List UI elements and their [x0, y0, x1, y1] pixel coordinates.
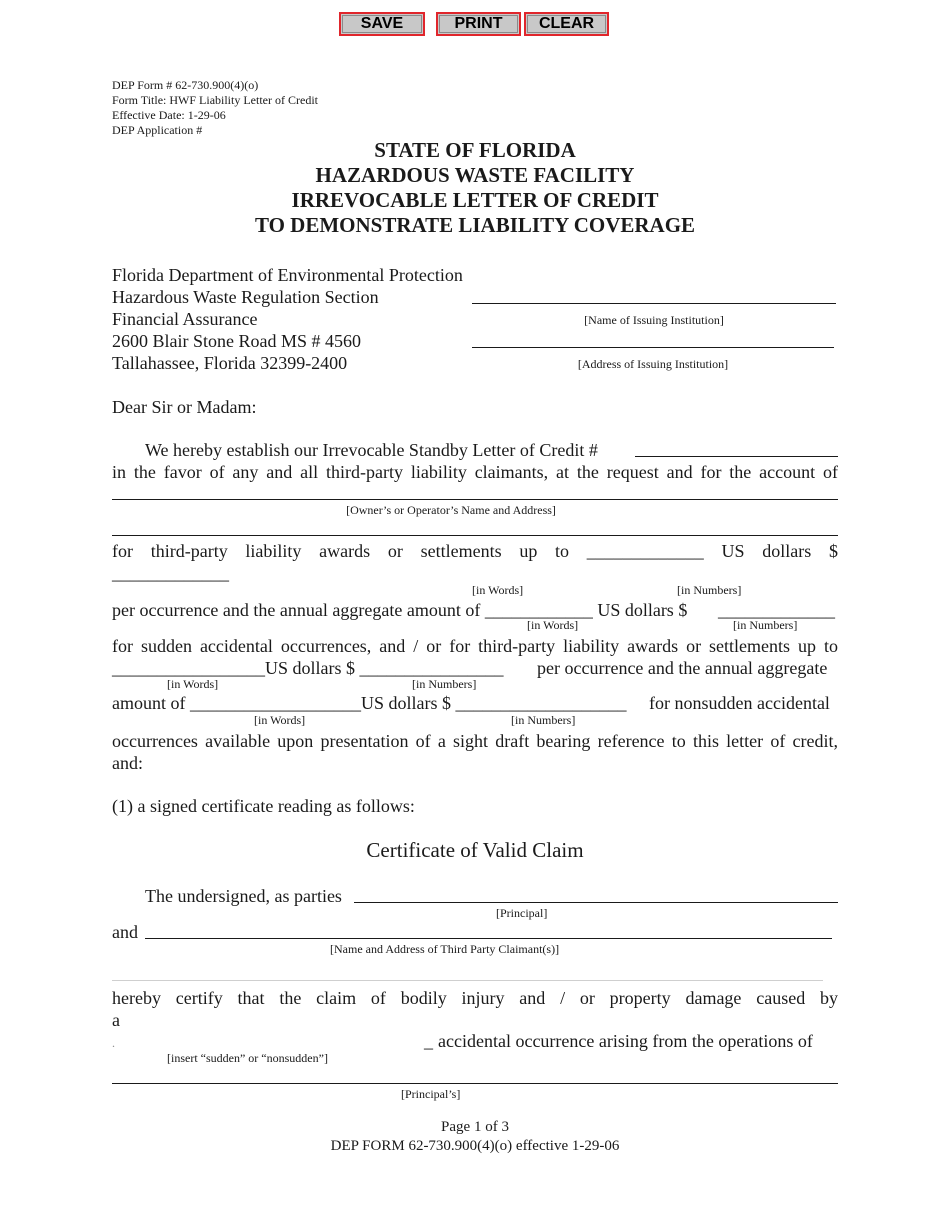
owner-operator-label: [Owner’s or Operator’s Name and Address]: [346, 503, 556, 517]
nonsudden-occurrence-fields: _________________US dollars $ ________________: [112, 658, 504, 678]
occurrence-type-field[interactable]: .: [112, 1036, 115, 1050]
in-numbers-label-3: [in Numbers]: [412, 677, 477, 691]
sudden-line: for sudden accidental occurrences, and / or for third-party liability awards or settlements up to: [112, 636, 838, 656]
address-line-5: Tallahassee, Florida 32399-2400: [112, 353, 348, 373]
owner-operator-field[interactable]: [112, 499, 838, 500]
accidental-occurrence-text: accidental occurrence arising from the operations of: [438, 1031, 813, 1051]
in-numbers-label-2: [in Numbers]: [733, 618, 798, 632]
certificate-heading: Certificate of Valid Claim: [366, 838, 584, 862]
letter-of-credit-number-field[interactable]: [635, 456, 838, 457]
title-line-3: IRREVOCABLE LETTER OF CREDIT: [291, 188, 659, 212]
owner-operator-field-2[interactable]: [112, 535, 838, 536]
letter-of-credit-intro: We hereby establish our Irrevocable Standby Letter of Credit #: [145, 440, 598, 460]
issuing-institution-address-label: [Address of Issuing Institution]: [577, 357, 729, 371]
address-line-3: Financial Assurance: [112, 309, 258, 329]
principal-label: [Principal]: [496, 906, 548, 920]
address-line-2: Hazardous Waste Regulation Section: [112, 287, 379, 307]
underscore-mark: _: [424, 1031, 433, 1051]
awards-line: for third-party liability awards or settlements up to _____________ US dollars $: [112, 541, 838, 561]
in-words-label-1: [in Words]: [472, 583, 524, 597]
address-line-1: Florida Department of Environmental Protection: [112, 265, 463, 285]
principal-field[interactable]: [354, 902, 838, 903]
title-line-4: TO DEMONSTRATE LIABILITY COVERAGE: [254, 213, 696, 237]
favor-of-line: in the favor of any and all third-party liability claimants, at the request and for the account of: [112, 462, 838, 482]
third-party-claimant-field[interactable]: [145, 938, 832, 939]
form-number: DEP Form # 62-730.900(4)(o): [112, 78, 259, 92]
item-1: (1) a signed certificate reading as follows:: [112, 796, 415, 816]
occurrences-line: occurrences available upon presentation of a sight draft bearing reference to this letter of credit,: [112, 731, 838, 751]
in-numbers-label-1: [in Numbers]: [677, 583, 742, 597]
insert-sudden-label: [insert “sudden” or “nonsudden”]: [167, 1051, 328, 1065]
certify-line: hereby certify that the claim of bodily injury and / or property damage caused by: [112, 988, 838, 1008]
issuing-institution-name-field[interactable]: [472, 303, 836, 304]
undersigned-text: The undersigned, as parties: [145, 886, 342, 906]
save-button[interactable]: SAVE: [339, 12, 425, 36]
in-words-label-3: [in Words]: [167, 677, 219, 691]
principals-label: [Principal’s]: [401, 1087, 461, 1101]
clear-button[interactable]: CLEAR: [524, 12, 609, 36]
application-number-label: DEP Application #: [112, 123, 203, 137]
in-words-label-2: [in Words]: [527, 618, 579, 632]
amount-of-fields: amount of ___________________US dollars $ ___________________: [112, 693, 627, 713]
certify-line-end: a: [112, 1010, 120, 1030]
per-occurrence-line: per occurrence and the annual aggregate amount of ____________ US dollars $: [112, 600, 688, 620]
form-title: Form Title: HWF Liability Letter of Credit: [112, 93, 318, 107]
nonsudden-text: for nonsudden accidental: [649, 693, 830, 713]
claimant-field-2[interactable]: [112, 980, 823, 981]
in-numbers-label-4: [in Numbers]: [511, 713, 576, 727]
page-number: Page 1 of 3: [441, 1119, 509, 1135]
issuing-institution-name-label: [Name of Issuing Institution]: [584, 313, 724, 327]
salutation: Dear Sir or Madam:: [112, 397, 257, 417]
and-text: and: [112, 922, 138, 942]
title-line-1: STATE OF FLORIDA: [374, 138, 576, 162]
awards-amount-numbers-field[interactable]: _____________: [112, 563, 229, 583]
principals-field[interactable]: [112, 1083, 838, 1084]
footer-form-number: DEP FORM 62-730.900(4)(o) effective 1-29-06: [330, 1138, 620, 1154]
title-line-2: HAZARDOUS WASTE FACILITY: [315, 163, 635, 187]
per-occurrence-text: per occurrence and the annual aggregate: [537, 658, 828, 678]
address-line-4: 2600 Blair Stone Road MS # 4560: [112, 331, 362, 351]
print-button[interactable]: PRINT: [436, 12, 521, 36]
aggregate-numbers-field[interactable]: _____________: [718, 600, 835, 620]
occurrences-line-end: and:: [112, 753, 143, 773]
claimant-label: [Name and Address of Third Party Claimant(s)]: [330, 942, 560, 956]
issuing-institution-address-field[interactable]: [472, 347, 834, 348]
effective-date: Effective Date: 1-29-06: [112, 108, 226, 122]
in-words-label-4: [in Words]: [254, 713, 306, 727]
